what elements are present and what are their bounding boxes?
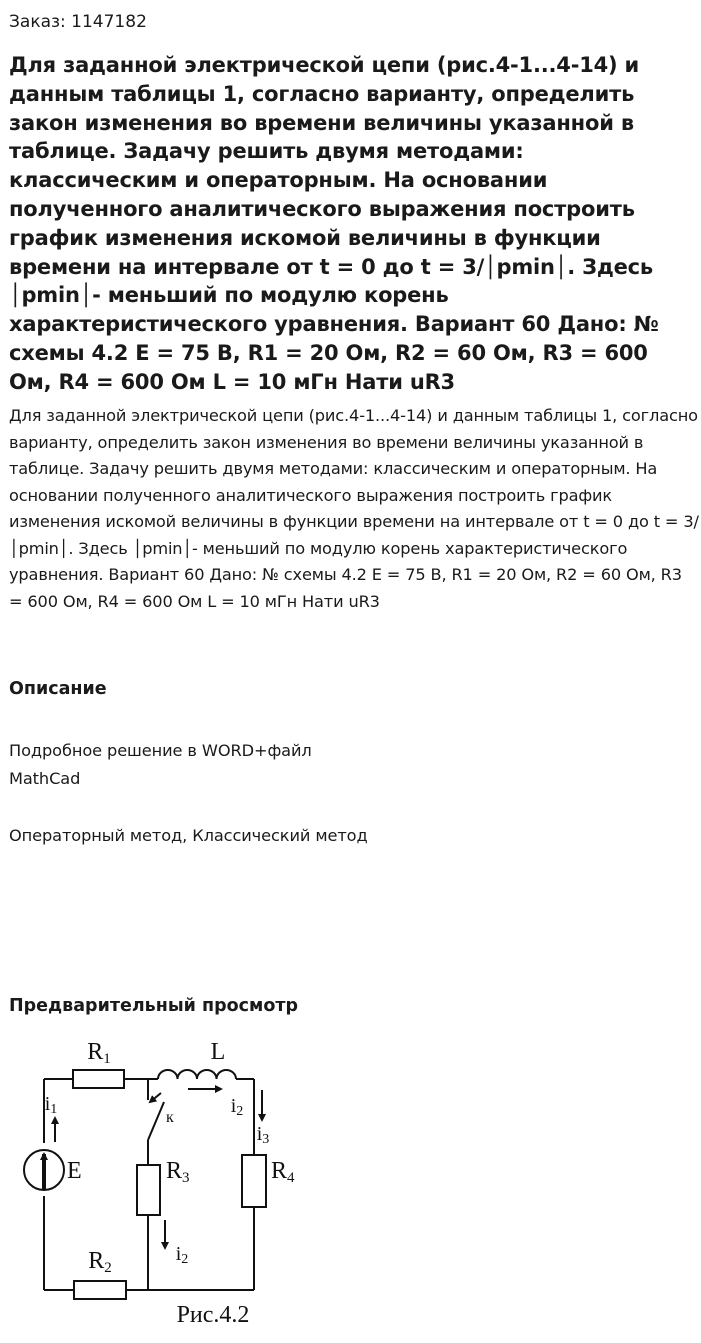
label-e: E [67,1158,82,1184]
label-r2: R2 [88,1248,112,1276]
preview-heading: Предварительный просмотр [9,996,299,1016]
order-number: Заказ: 1147182 [9,12,147,32]
label-r4: R4 [271,1158,295,1186]
label-i2-top: i2 [230,1095,244,1119]
switch-arrow [150,1093,161,1102]
page-title: Для заданной электрической цепи (рис.4-1...4-14) и данным таблицы 1, согласно варианту, определить закон изменения во времени величины указанной в таблице. Задачу решить двумя методами: классическим и операторным. На основании полученного аналитического выражения построить график изменения искомой величины в функции времени на интервале от t = 0 до t = 3/│pmin│. Здесь │pmin│- меньший по модулю корень характеристического уравнения. Вариант 60 Дано: № схемы 4.2 E = 75 В, R1 = 20 Ом, R2 = 60 Ом, R3 = 600 Ом, R4 = 600 Ом L = 10 мГн Нати uR3 [9,53,659,394]
circuit-diagram [18,1030,318,1335]
resistor-r3 [137,1165,160,1215]
switch-blade [148,1102,164,1140]
description-line-methods: Операторный метод, Классический метод [9,826,368,845]
task-text: Для заданной электрической цепи (рис.4-1...4-14) и данным таблицы 1, согласно варианту, определить закон изменения во времени величины указанной в таблице. Задачу решить двумя методами: классическим и операторным. На основании полученного аналитического выражения построить график изменения искомой величины в функции времени на интервале от t = 0 до t = 3/│pmin│. Здесь │pmin│- меньший по модулю корень характеристического уравнения. Вариант 60 Дано: № схемы 4.2 E = 75 В, R1 = 20 Ом, R2 = 60 Ом, R3 = 600 Ом, R4 = 600 Ом L = 10 мГн Нати uR3 [9,406,699,611]
label-i2-bottom: i2 [175,1243,189,1267]
label-i1: i1 [44,1093,58,1117]
label-switch-k: к [166,1109,174,1126]
inductor-l [158,1070,236,1079]
label-l: L [210,1039,226,1065]
label-i3: i3 [256,1123,270,1147]
description-line-solution: Подробное решение в WORD+файл [9,741,312,760]
figure-caption: Рис.4.2 [176,1302,250,1328]
resistor-r2 [74,1281,126,1299]
resistor-r4 [242,1155,266,1207]
label-r3: R3 [166,1158,190,1186]
description-line-mathcad: MathCad [9,769,81,788]
label-r1: R1 [87,1039,111,1067]
resistor-r1 [73,1070,124,1088]
description-heading: Описание [9,679,107,699]
